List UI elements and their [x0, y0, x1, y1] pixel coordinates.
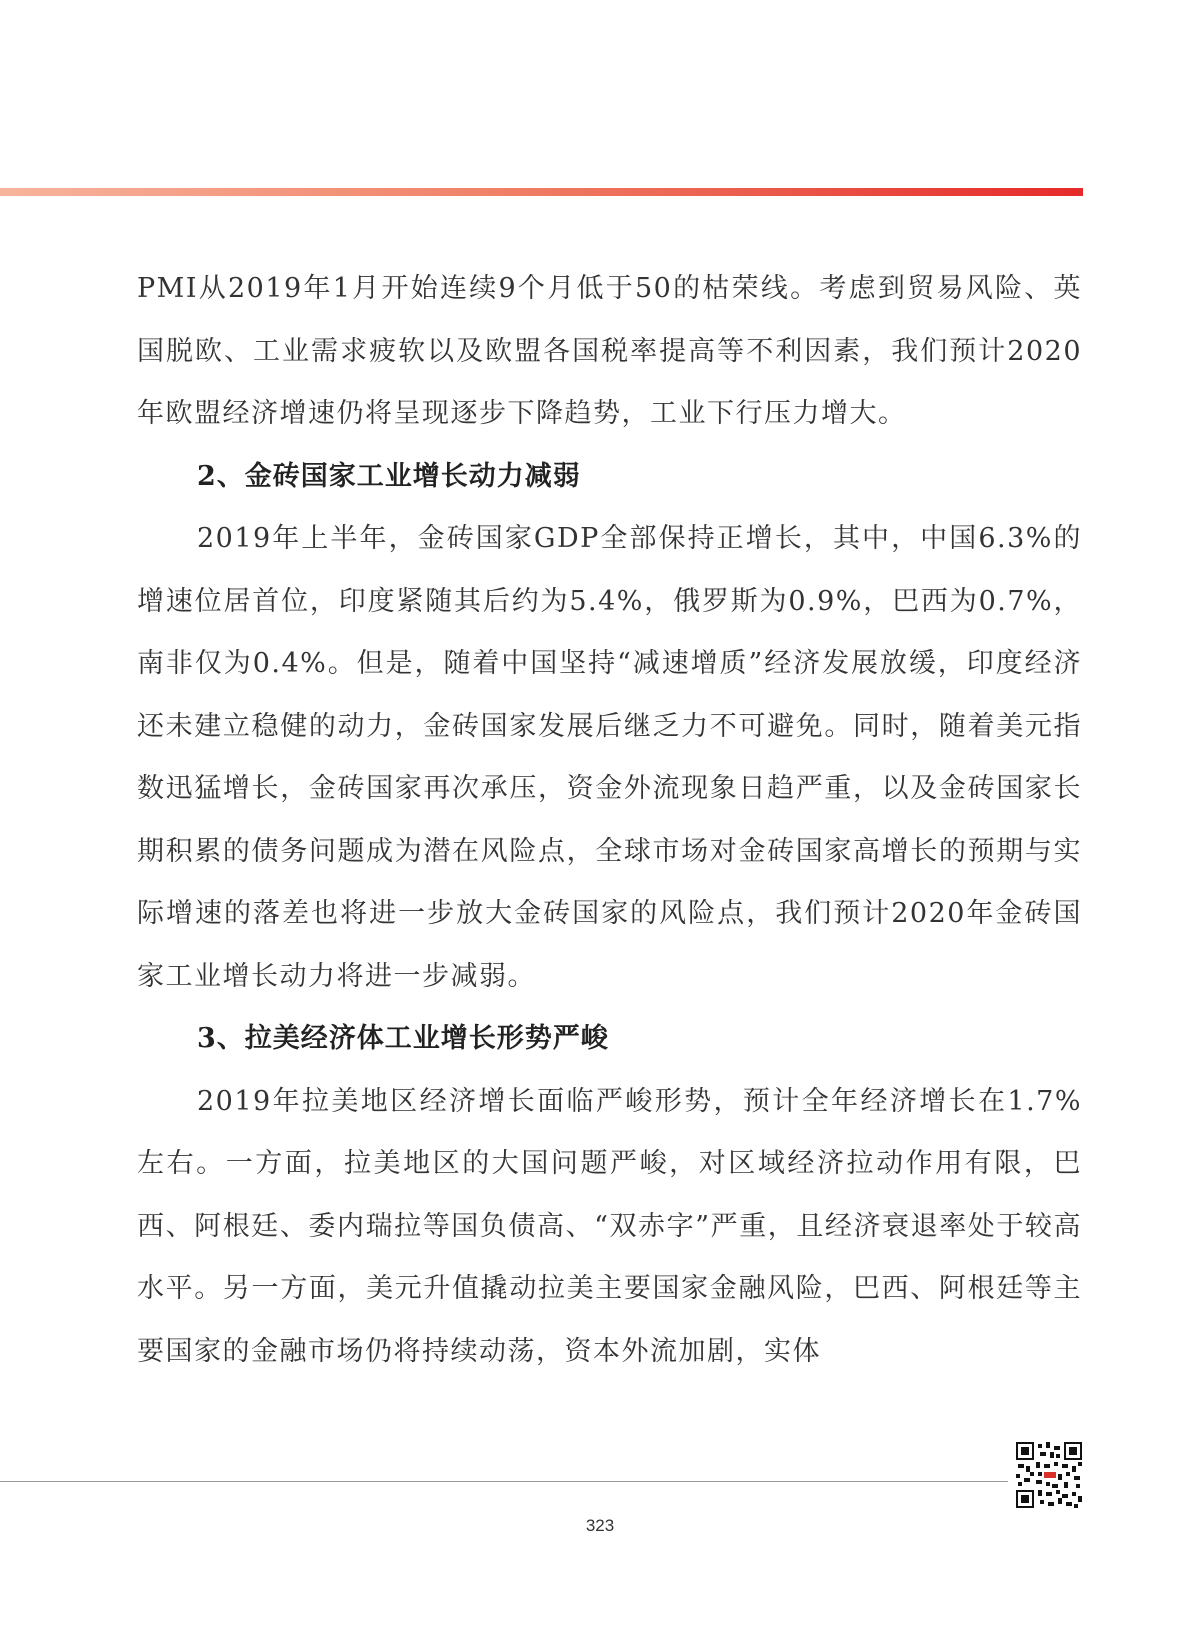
section-heading-brics: 2、金砖国家工业增长动力减弱 [197, 460, 581, 492]
footer-rule [0, 1481, 1008, 1482]
paragraph-brics: 2019年上半年，金砖国家GDP全部保持正增长，其中，中国6.3%的增速位居首位，印度紧随其后约为5.4%，俄罗斯为0.9%，巴西为0.7%，南非仅为0.4%。但是，随着中国坚持“减速增质”经济发展放缓，印度经济还未建立稳健的动力，金砖国家发展后继乏力不可避免。同时，随着美元指数迅猛增长，金砖国家再次承压，资金外流现象日趋严重，以及金砖国家长期积累的债务问题成为潜在风险点，全球市场对金砖国家高增长的预期与实际增速的落差也将进一步放大金砖国家的风险点，我们预计2020年金砖国家工业增长动力将进一步减弱。 [137, 523, 1082, 992]
qr-code-icon [1016, 1442, 1082, 1508]
page-number: 323 [585, 1516, 615, 1535]
section-heading-latam: 3、拉美经济体工业增长形势严峻 [197, 1023, 609, 1054]
page-content [137, 258, 1082, 1383]
top-decorative-rule [0, 188, 1083, 196]
paragraph-latam: 2019年拉美地区经济增长面临严峻形势，预计全年经济增长在1.7%左右。一方面，拉美地区的大国问题严峻，对区域经济拉动作用有限，巴西、阿根廷、委内瑞拉等国负债高、“双赤字”严重，且经济衰退率处于较高水平。另一方面，美元升值撬动拉美主要国家金融风险，巴西、阿根廷等主要国家的金融市场仍将持续动荡，资本外流加剧，实体 [137, 1085, 1082, 1367]
paragraph-eu-outlook: PMI从2019年1月开始连续9个月低于50的枯荣线。考虑到贸易风险、英国脱欧、工业需求疲软以及欧盟各国税率提高等不利因素，我们预计2020年欧盟经济增速仍将呈现逐步下降趋势，工业下行压力增大。 [137, 273, 1082, 429]
